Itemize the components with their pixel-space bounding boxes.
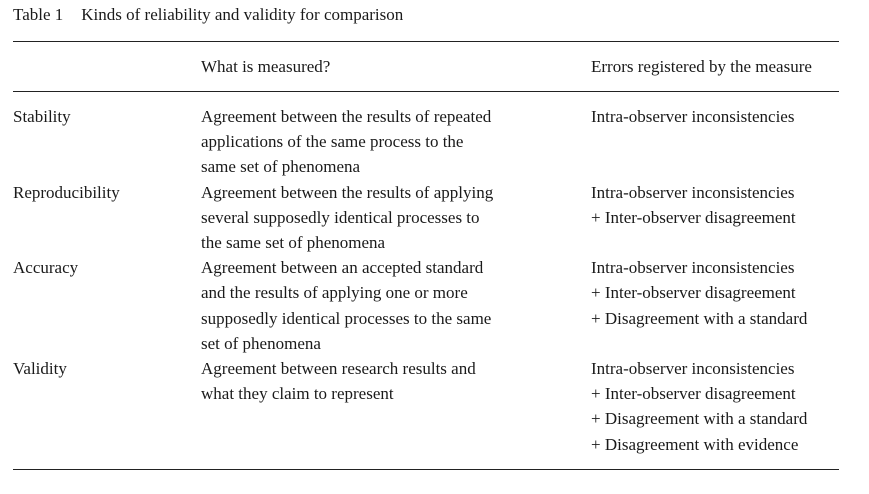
table-row	[0, 180, 869, 256]
row-kind: Stability	[13, 107, 71, 126]
row-what-measured	[201, 356, 561, 406]
table-caption	[13, 4, 403, 26]
what-line: what they claim to represent	[201, 384, 394, 404]
error-line: + Disagreement with a standard	[591, 409, 808, 429]
row-errors	[591, 255, 807, 331]
what-line: Agreement between research results and	[201, 358, 476, 378]
column-header-what: What is measured?	[201, 57, 331, 76]
bottom-rule	[13, 469, 839, 470]
row-kind: Accuracy	[13, 258, 79, 278]
error-line: + Inter-observer disagreement	[591, 283, 796, 303]
error-line: + Disagreement with evidence	[591, 434, 799, 454]
header-rule	[13, 91, 839, 92]
table-row	[0, 104, 869, 180]
error-line: Intra-observer inconsistencies	[591, 258, 795, 278]
what-line: applications of the same process to the	[201, 132, 464, 152]
what-line: Agreement between the results of repeated	[201, 107, 492, 126]
table-row	[0, 356, 869, 457]
table-title: Kinds of reliability and validity for comparison	[81, 5, 404, 24]
row-errors	[591, 356, 807, 457]
what-line: supposedly identical processes to the same	[201, 308, 492, 328]
what-line: same set of phenomena	[201, 157, 361, 177]
row-what-measured	[201, 255, 561, 356]
row-errors	[591, 104, 794, 129]
error-line: Intra-observer inconsistencies	[591, 182, 795, 202]
row-kind: Validity	[13, 358, 67, 378]
what-line: Agreement between an accepted standard	[201, 258, 484, 278]
error-line: + Inter-observer disagreement	[591, 207, 796, 227]
what-line: and the results of applying one or more	[201, 283, 468, 303]
table-number: Table 1	[13, 5, 64, 24]
what-line: Agreement between the results of applying	[201, 182, 494, 202]
row-what-measured	[201, 104, 561, 180]
top-rule	[13, 41, 839, 42]
row-errors	[591, 180, 796, 230]
table-body	[0, 104, 869, 457]
column-header-errors: Errors registered by the measure	[591, 57, 812, 76]
what-line: the same set of phenomena	[201, 233, 386, 252]
error-line: + Disagreement with a standard	[591, 308, 808, 328]
what-line: set of phenomena	[201, 333, 321, 353]
table-row	[0, 255, 869, 356]
row-kind: Reproducibility	[13, 182, 120, 202]
error-line: + Inter-observer disagreement	[591, 384, 796, 404]
what-line: several supposedly identical processes to	[201, 207, 480, 227]
row-what-measured	[201, 180, 561, 256]
error-line: Intra-observer inconsistencies	[591, 358, 795, 378]
error-line: Intra-observer inconsistencies	[591, 107, 795, 126]
